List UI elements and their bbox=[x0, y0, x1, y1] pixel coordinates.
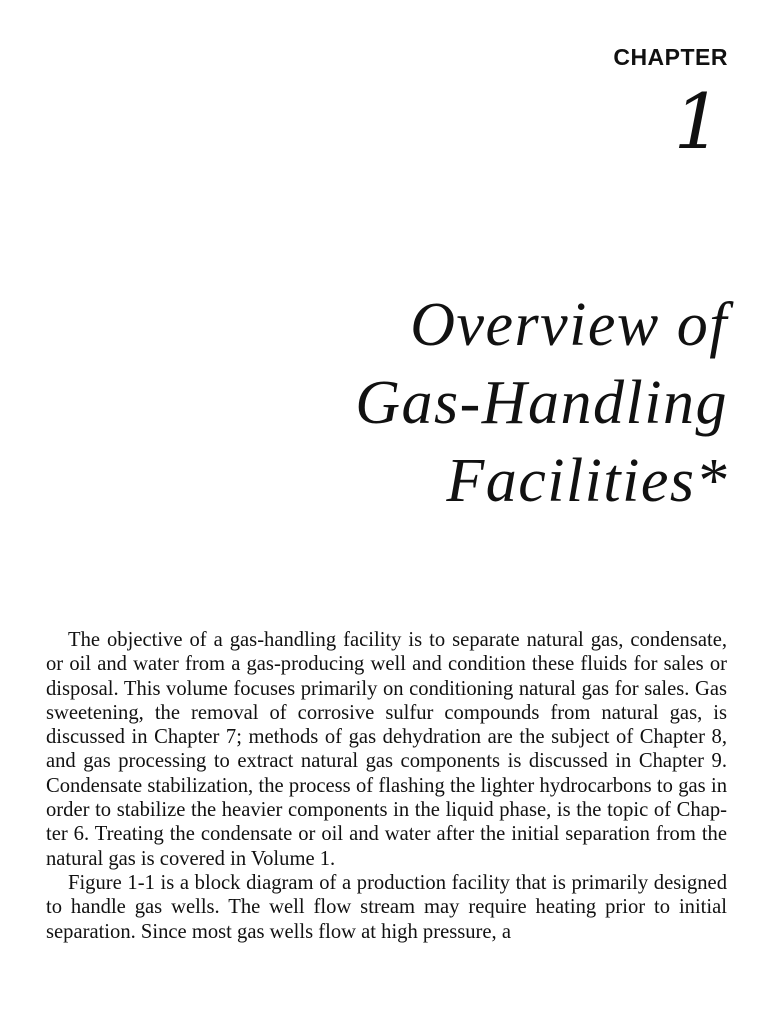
chapter-title-line: Facilities* bbox=[446, 447, 728, 515]
chapter-number: 1 bbox=[673, 77, 722, 166]
body-paragraph: Figure 1-1 is a block diagram of a production facility that is primarily designed to handle gas wells. The well flow stream may require heating prior to initial separation. Since most gas wells flow at high pressure, a bbox=[46, 871, 727, 943]
body-paragraph: The objective of a gas-handling facility is to separate natural gas, condensate, or oil and water from a gas-producing well and condition these fluids for sales or disposal. This volume focuses primarily on conditioning natural gas for sales. Gas sweetening, the removal of corrosive sulfur compounds from natural gas, is discussed in Chapter 7; methods of gas dehydration are the subject of Chapter 8, and gas processing to extract natural gas components is discussed in Chapter 9. Condensate stabilization, the process of flashing the lighter hydrocarbons to gas in order to stabilize the heavier components in the liquid phase, is the topic of Chapter 6. Treating the condensate or oil and water after the initial separation from the natural gas is covered in Volume 1. bbox=[46, 629, 727, 870]
chapter-title-line: Overview of bbox=[410, 291, 728, 359]
chapter-label: CHAPTER bbox=[613, 44, 728, 70]
chapter-title-line: Gas-Handling bbox=[355, 369, 728, 437]
chapter-title bbox=[48, 286, 728, 520]
body-text bbox=[46, 628, 727, 944]
